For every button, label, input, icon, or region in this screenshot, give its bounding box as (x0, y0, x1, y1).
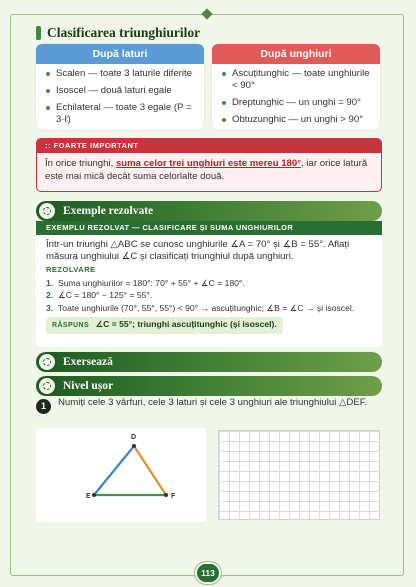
exercise-number: 1 (36, 399, 51, 414)
practice-banner-title: Exersează (63, 356, 113, 368)
example-label: EXEMPLU REZOLVAT — CLASIFICARE ȘI SUMA UNGHIURILOR (36, 221, 382, 235)
exercise-1 (36, 397, 382, 409)
section-title (36, 25, 200, 41)
example-statement: Într-un triunghi △ABC se cunosc unghiurile ∡A = 70° și ∡B = 55°. Aflați măsura unghiului ∡C și clasificați triunghiul după unghiuri. (46, 239, 350, 262)
answer-grid[interactable] (218, 430, 380, 520)
important-text-after: , iar orice latură este mai mică decât suma celorlalte două. (45, 158, 368, 182)
list-item: Scalen — toate 3 laturile diferite (46, 68, 196, 80)
by-sides-header: După laturi (36, 44, 204, 64)
solved-example (36, 221, 382, 347)
examples-banner-title: Exemple rezolvate (63, 205, 154, 217)
list-item: Echilateral — toate 3 egale (P = 3·ℓ) (46, 102, 196, 126)
solution-label: REZOLVARE (46, 265, 96, 274)
exercise-question: Numiți cele 3 vârfuri, cele 3 laturi și cele 3 unghiuri ale triunghiului △DEF. (58, 397, 368, 408)
important-note (36, 138, 382, 192)
step-text: Toate unghiurile (70°, 55°, 55°) < 90° → ascuțitunghic; ∡B = ∡C → și isoscel. (58, 302, 355, 313)
step-number: 3. (46, 302, 54, 313)
title-accent-bar (36, 26, 41, 40)
list-item: Dreptunghic — un unghi = 90° (222, 97, 372, 109)
vertex-d-label: D (131, 434, 137, 441)
triangle-def-diagram (36, 428, 206, 522)
solution-step (46, 303, 372, 314)
list-item: Obtuzunghic — un unghi > 90° (222, 114, 372, 126)
side-df (134, 446, 166, 495)
by-angles-header: După unghiuri (212, 44, 380, 64)
important-text-before: În orice triunghi, (45, 158, 116, 169)
vertex-f-label: F (171, 493, 176, 500)
important-text (37, 153, 381, 183)
by-sides-card (36, 44, 204, 130)
gear-icon (39, 378, 55, 394)
by-angles-card (212, 44, 380, 130)
examples-banner (36, 201, 382, 221)
page-number: 113 (197, 564, 219, 582)
gear-icon (39, 354, 55, 370)
step-text: Suma unghiurilor = 180°: 70° + 55° + ∡C = 180°. (58, 277, 245, 288)
step-number: 2. (46, 290, 54, 300)
vertex-d-dot (132, 444, 136, 448)
level-banner-title: Nivel ușor (63, 380, 114, 392)
solution-step (46, 278, 372, 289)
solution-step (46, 290, 372, 301)
practice-banner (36, 352, 382, 372)
step-number: 1. (46, 277, 54, 288)
section-title-text: Clasificarea triunghiurilor (47, 25, 201, 40)
important-highlight: suma celor trei unghiuri este mereu 180° (115, 158, 302, 169)
by-sides-list (36, 64, 204, 126)
list-item: Isoscel — două laturi egale (46, 85, 196, 97)
gear-icon (39, 203, 55, 219)
level-banner (36, 376, 382, 396)
list-item: Ascuțitunghic — toate unghiurile < 90° (222, 68, 372, 92)
important-label: :: FOARTE IMPORTANT (37, 139, 381, 153)
by-angles-list (212, 64, 380, 126)
vertex-e-label: E (86, 493, 91, 500)
vertex-f-dot (164, 493, 168, 497)
step-text: ∡C = 180° − 125° = 55°. (58, 290, 153, 300)
answer-box (46, 317, 283, 334)
solution-steps (46, 278, 372, 314)
triangle-figure (36, 428, 206, 522)
answer-text: ∡C = 55°; triunghi ascuțitunghic (și isoscel). (95, 319, 277, 329)
vertex-e-dot (92, 493, 96, 497)
answer-label: RĂSPUNS (52, 322, 90, 329)
side-de (94, 446, 134, 495)
